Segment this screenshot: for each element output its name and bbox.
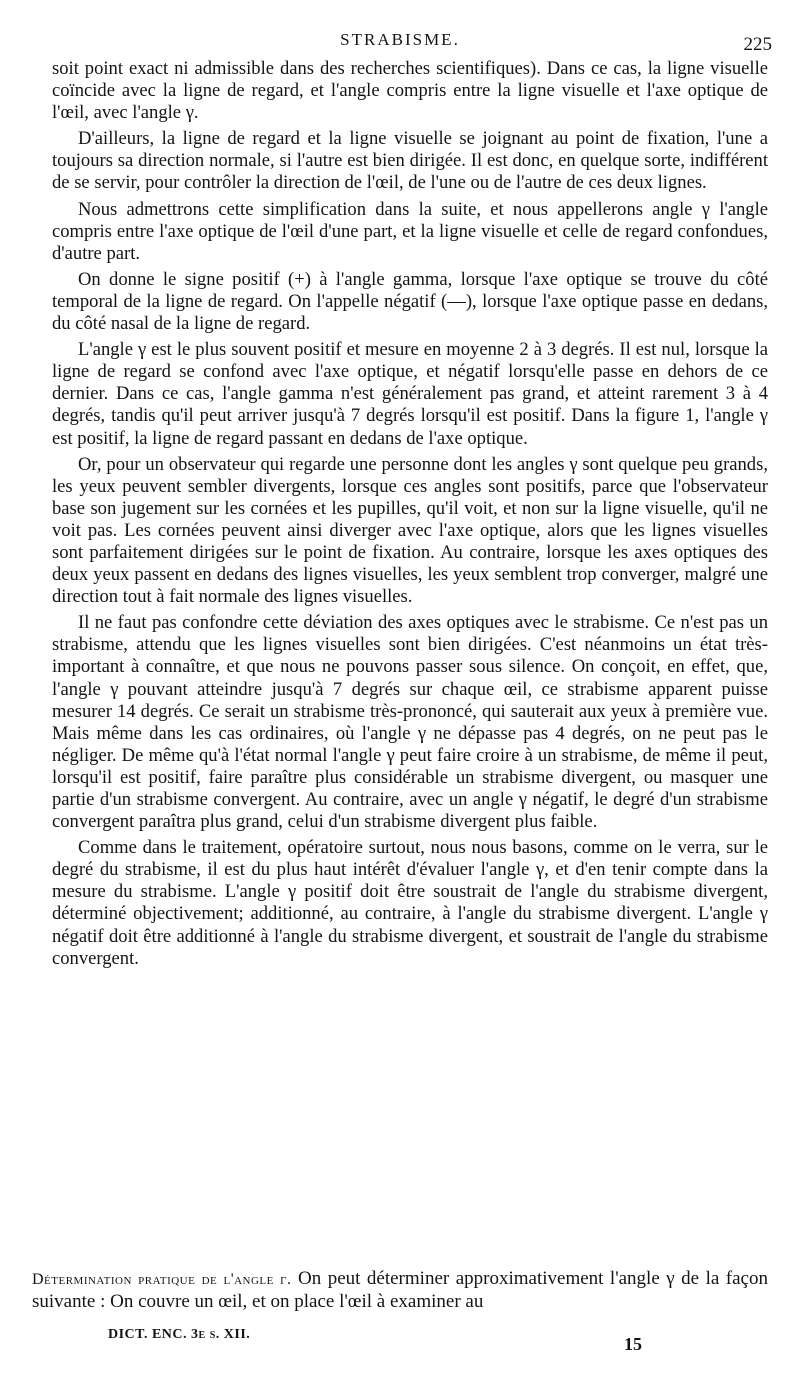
paragraph-8: Comme dans le traitement, opératoire surtout, nous nous basons, comme on le verra, sur le degré du strabisme, il est du plus haut intérêt d'évaluer l'angle γ, et d'en tenir compte dans la mesure du strabisme. L'angle γ positif doit être soustrait de l'angle du strabisme divergent, déterminé objectivement; additionné, au contraire, à l'angle du strabisme divergent. L'angle γ négatif doit être additionné à l'angle du strabisme divergent, et soustrait de l'angle du strabisme convergent. xyxy=(52,837,768,969)
section-spacer xyxy=(52,1250,768,1251)
paragraph-4: On donne le signe positif (+) à l'angle gamma, lorsque l'axe optique se trouve du côté temporal de la ligne de regard. On l'appelle négatif (—), lorsque l'axe optique passe en dedans, du côté nasal de la ligne de regard. xyxy=(52,268,768,335)
paragraph-7: Il ne faut pas confondre cette déviation des axes optiques avec le strabisme. Ce n'est pas un strabisme, attendu que les lignes visuelles sont bien dirigées. C'est néanmoins un état très-important à connaître, et que nous ne pouvons passer sous silence. On conçoit, en effet, que, l'angle γ pouvant atteindre jusqu'à 7 degrés sur chaque œil, ce strabisme apparent puisse mesurer 14 degrés. Ce serait un strabisme très-prononcé, qui sauterait aux yeux à première vue. Mais même dans les cas ordinaires, où l'angle γ ne dépasse pas 4 degrés, on ne peut pas le négliger. De même qu'à l'état normal l'angle γ peut faire croire à un strabisme, de même il peut, lorsqu'il est positif, faire paraître plus considérable un strabisme divergent, ou masquer une partie d'un strabisme convergent. Au contraire, avec un angle γ négatif, le degré d'un strabisme convergent paraîtra plus grand, celui d'un strabisme divergent plus faible. xyxy=(52,612,768,833)
paragraph-6: Or, pour un observateur qui regarde une personne dont les angles γ sont quelque peu grands, les yeux peuvent sembler divergents, lorsque ces angles sont positifs, parce que l'observateur base son jugement sur les cornées et les pupilles, qu'il voit, et non sur la ligne visuelle, qu'il ne voit pas. Les cornées peuvent ainsi diverger avec l'axe optique, alors que les lignes visuelles sont parfaitement dirigées sur le point de fixation. Au contraire, lorsque les axes optiques des deux yeux passent en dedans des lignes visuelles, les yeux semblent trop converger, malgré une direction tout à fait normale des lignes visuelles. xyxy=(52,453,768,608)
section-text: On peut déterminer approximativement l'angle γ de la façon suivante : On couvre un œil, et on place l'œil à examiner au xyxy=(32,1268,768,1312)
page-number: 225 xyxy=(743,34,772,55)
paragraph-1: soit point exact ni admissible dans des recherches scientifiques). Dans ce cas, la ligne visuelle coïncide avec la ligne de regard, et l'angle compris entre la ligne visuelle et l'axe optique de l'œil, avec l'angle γ. xyxy=(52,58,768,124)
signature-mark: DICT. ENC. 3e s. XII. xyxy=(108,1327,251,1342)
body-text xyxy=(52,58,768,974)
paragraph-3: Nous admettrons cette simplification dans la suite, et nous appellerons angle γ l'angle compris entre l'axe optique de l'œil d'une part, et la ligne visuelle et celle de regard confondues, d'autre part. xyxy=(52,198,768,264)
running-title: STRABISME. xyxy=(340,30,460,49)
paragraph-2: D'ailleurs, la ligne de regard et la ligne visuelle se joignant au point de fixation, l'une a toujours sa direction normale, si l'autre est bien dirigée. Il est donc, en quelque sorte, indifférent de se servir, pour contrôler la direction de l'œil, de l'une ou de l'autre de ces deux lignes. xyxy=(52,128,768,194)
section-paragraph xyxy=(32,1268,768,1313)
sheet-number: 15 xyxy=(624,1334,642,1354)
paragraph-5: L'angle γ est le plus souvent positif et mesure en moyenne 2 à 3 degrés. Il est nul, lorsque la ligne de regard se confond avec l'axe optique, et négatif lorsqu'elle passe en dehors de ce dernier. Dans ce cas, l'angle gamma n'est généralement pas grand, et atteint rarement 3 à 4 degrés, tandis qu'il peut arriver jusqu'à 7 degrés lorsqu'il est positif. Dans la figure 1, l'angle γ est positif, la ligne de regard passant en dedans de l'axe optique. xyxy=(52,339,768,449)
section-title: Détermination pratique de l'angle γ. xyxy=(32,1271,292,1288)
section-determination xyxy=(32,1268,768,1313)
